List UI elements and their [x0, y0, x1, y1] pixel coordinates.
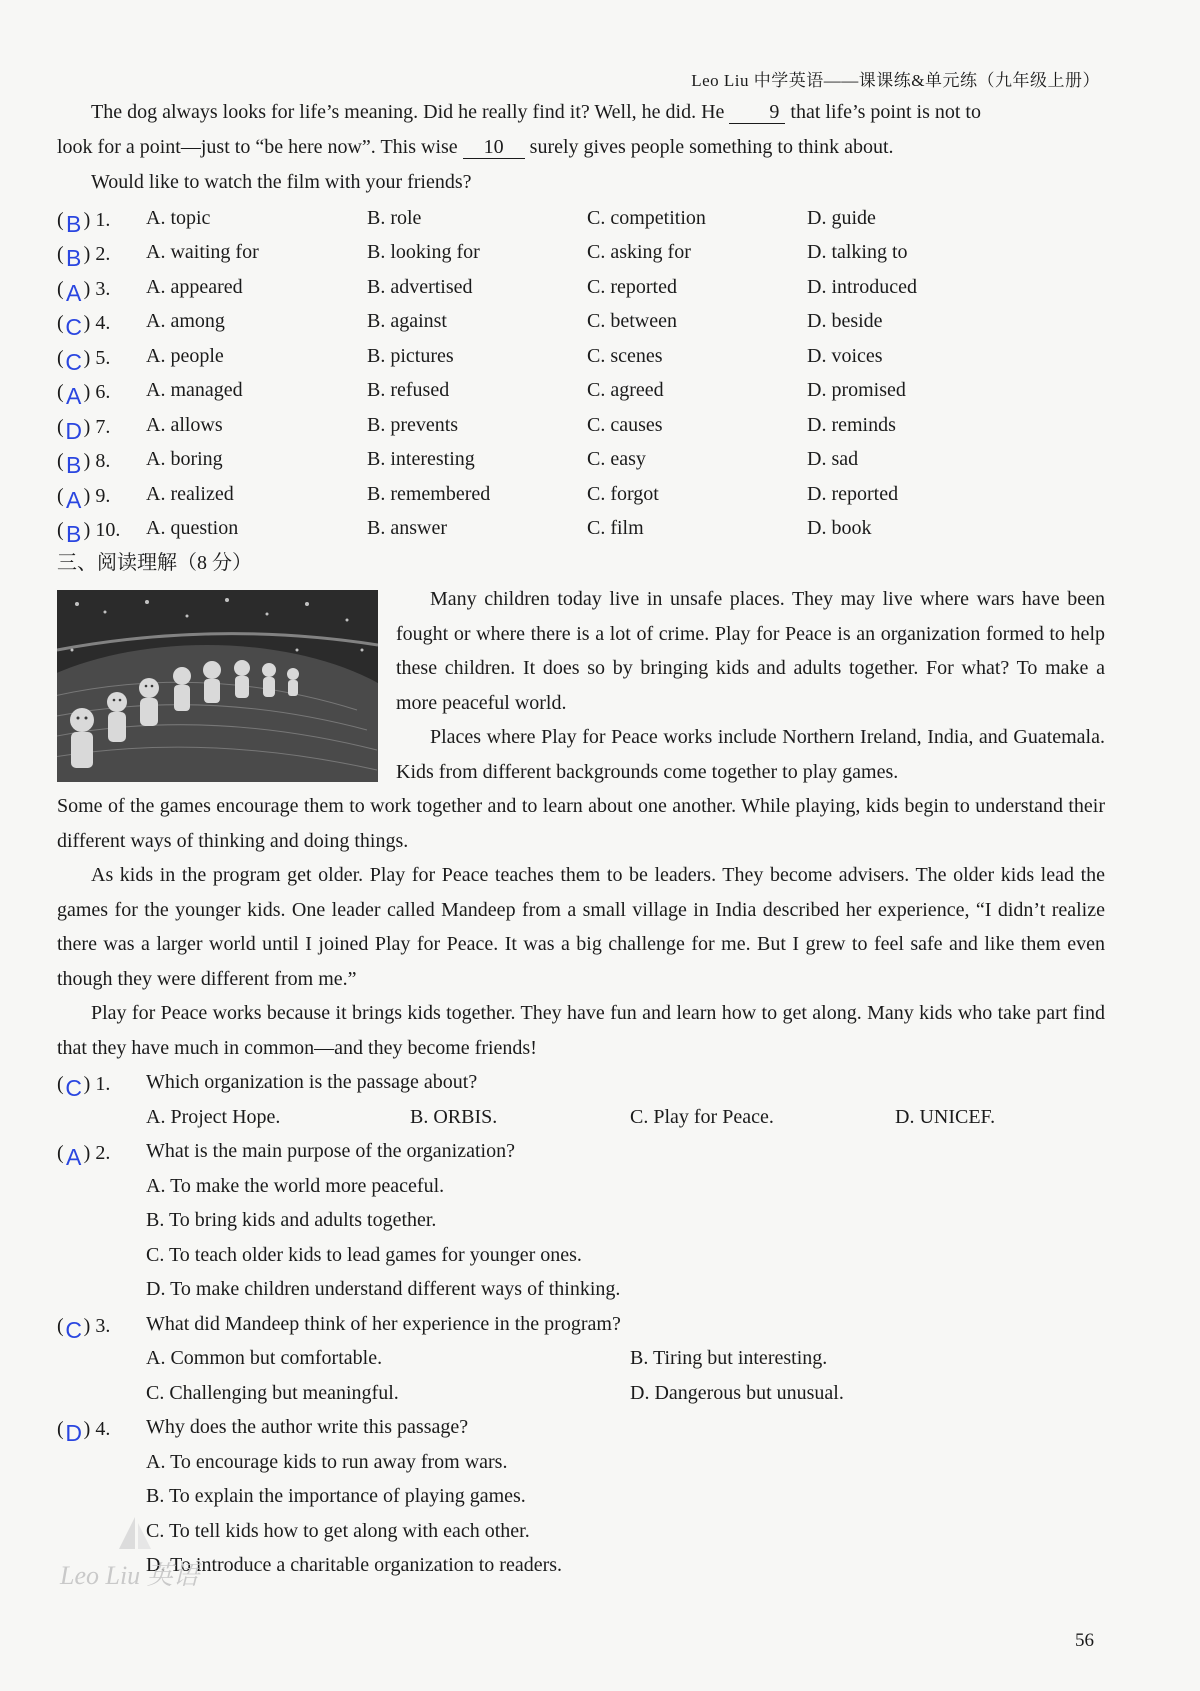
answer-mark: A	[66, 383, 82, 409]
option-d: D. talking to	[807, 241, 908, 263]
question-stem: Why does the author write this passage?	[146, 1416, 469, 1438]
option-c: C. competition	[587, 207, 706, 229]
question-number: 8.	[95, 450, 111, 472]
question-number: 3.	[95, 278, 111, 300]
option-b: B. ORBIS.	[410, 1106, 498, 1128]
answer-mark: A	[66, 1144, 82, 1170]
option-a: A. appeared	[146, 276, 243, 298]
answer-mark: C	[65, 1075, 82, 1101]
question-number: 7.	[95, 416, 111, 438]
option-b: B. remembered	[367, 483, 491, 505]
option-c: C. To tell kids how to get along with each other.	[146, 1520, 530, 1542]
option-d: D. UNICEF.	[895, 1106, 996, 1128]
option-b: B. Tiring but interesting.	[630, 1347, 828, 1369]
answer-mark: A	[66, 487, 82, 513]
answer-mark: B	[66, 452, 82, 478]
question-stem: Which organization is the passage about?	[146, 1071, 478, 1093]
option-a: A. waiting for	[146, 241, 259, 263]
option-b: B. looking for	[367, 241, 480, 263]
cloze-passage-ending	[57, 95, 1105, 130]
cloze-question: ( B ) 2. A. waiting for B. looking for C. asking for D. talking to	[57, 235, 143, 269]
book-header-title: Leo Liu 中学英语——课课练&单元练（九年级上册）	[691, 71, 1100, 90]
cloze-question: (C) 4. A. among B. against C. between D. beside	[57, 304, 143, 338]
option-d: D. beside	[807, 310, 883, 332]
option-d: D. voices	[807, 345, 883, 367]
option-c: C. scenes	[587, 345, 663, 367]
option-a: A. topic	[146, 207, 211, 229]
reading-question: (C) 1. Which organization is the passage about?	[57, 1065, 110, 1101]
option-b: B. pictures	[367, 345, 454, 367]
option-d: D. sad	[807, 448, 859, 470]
option-a: A. boring	[146, 448, 223, 470]
option-b: B. interesting	[367, 448, 475, 470]
option-c: C. causes	[587, 414, 663, 436]
option-d: D. reported	[807, 483, 899, 505]
option-d: D. book	[807, 517, 872, 539]
option-a: A. To encourage kids to run away from wars.	[146, 1451, 508, 1473]
cloze-text: that life’s point is not to	[790, 101, 981, 123]
cloze-text: look for a point—just to “be here now”. This wise	[57, 136, 458, 158]
cloze-question: (C) 5. A. people B. pictures C. scenes D. voices	[57, 339, 143, 373]
option-d: D. guide	[807, 207, 876, 229]
answer-mark: D	[65, 1420, 82, 1446]
option-c: C. Play for Peace.	[630, 1106, 774, 1128]
option-d: D. To make children understand different ways of thinking.	[146, 1278, 621, 1300]
option-b: B. refused	[367, 379, 450, 401]
answer-mark: B	[66, 245, 82, 271]
cloze-question: ( A ) 9. A. realized B. remembered C. forgot D. reported	[57, 477, 143, 511]
question-number: 5.	[95, 347, 111, 369]
cloze-question: ( A ) 6. A. managed B. refused C. agreed D. promised	[57, 373, 143, 407]
option-b: B. prevents	[367, 414, 459, 436]
option-a: A. question	[146, 517, 239, 539]
answer-mark: C	[65, 349, 82, 375]
answer-mark: D	[65, 418, 82, 444]
option-c: C. between	[587, 310, 677, 332]
question-number: 10.	[95, 519, 121, 541]
reading-question: ( A ) 2. What is the main purpose of the organization?	[57, 1134, 110, 1170]
reading-question: (D) 4. Why does the author write this passage?	[57, 1410, 110, 1446]
option-c: C. To teach older kids to lead games for younger ones.	[146, 1244, 582, 1266]
cloze-question: ( B ) 10. A. question B. answer C. film D. book	[57, 511, 143, 545]
option-d: D. introduced	[807, 276, 917, 298]
option-b: B. against	[367, 310, 447, 332]
publisher-watermark: Leo Liu 英语	[60, 1561, 199, 1590]
option-c: C. film	[587, 517, 644, 539]
children-globe-illustration	[57, 590, 378, 782]
passage-paragraph-4: Play for Peace works because it brings kids together. They have fun and learn how to get along. Many kids who take part find that they have much in common—and they become friends!	[57, 1002, 1105, 1059]
cloze-passage-line3: Would like to watch the film with your friends?	[91, 171, 472, 193]
question-number: 3.	[95, 1315, 111, 1337]
option-a: A. allows	[146, 414, 223, 436]
question-number: 1.	[95, 1073, 111, 1095]
option-a: A. people	[146, 345, 224, 367]
option-b: B. answer	[367, 517, 447, 539]
option-b: B. advertised	[367, 276, 473, 298]
question-number: 1.	[95, 209, 111, 231]
option-c: C. easy	[587, 448, 646, 470]
option-a: A. To make the world more peaceful.	[146, 1175, 445, 1197]
sail-logo-icon	[115, 1515, 155, 1555]
cloze-text: surely gives people something to think about.	[529, 136, 894, 158]
option-d: D. Dangerous but unusual.	[630, 1382, 844, 1404]
reading-question: (C) 3. What did Mandeep think of her experience in the program?	[57, 1307, 110, 1343]
option-a: A. Common but comfortable.	[146, 1347, 383, 1369]
option-a: A. managed	[146, 379, 243, 401]
question-stem: What did Mandeep think of her experience in the program?	[146, 1313, 621, 1335]
passage-paragraph-2-top: Places where Play for Peace works include Northern Ireland, India, and Guatemala. Kids from different backgrounds come together to play games.	[396, 726, 1105, 783]
answer-mark: C	[65, 314, 82, 340]
option-a: A. among	[146, 310, 225, 332]
option-b: B. role	[367, 207, 422, 229]
option-c: C. Challenging but meaningful.	[146, 1382, 399, 1404]
option-c: C. forgot	[587, 483, 659, 505]
answer-mark: B	[66, 521, 82, 547]
option-a: A. Project Hope.	[146, 1106, 281, 1128]
cloze-passage-line2	[57, 130, 1105, 165]
option-b: B. To explain the importance of playing games.	[146, 1485, 526, 1507]
answer-mark: A	[66, 280, 82, 306]
option-c: C. agreed	[587, 379, 664, 401]
blank-10: 10	[463, 136, 525, 159]
option-d: D. To introduce a charitable organization to readers.	[146, 1554, 563, 1576]
question-number: 2.	[95, 1142, 111, 1164]
question-number: 4.	[95, 1418, 111, 1440]
page-number: 56	[1075, 1630, 1094, 1651]
passage-paragraph-2-rest: Some of the games encourage them to work together and to learn about one another. While playing, kids begin to understand their different ways of thinking and doing things.	[57, 795, 1105, 852]
cloze-text: The dog always looks for life’s meaning. Did he really find it? Well, he did. He	[91, 101, 725, 123]
question-number: 6.	[95, 381, 111, 403]
cloze-question: ( B ) 8. A. boring B. interesting C. easy D. sad	[57, 442, 143, 476]
question-stem: What is the main purpose of the organization?	[146, 1140, 515, 1162]
passage-paragraph-1: Many children today live in unsafe places. They may live where wars have been fought or where there is a lot of crime. Play for Peace is an organization formed to help these children. It does so by bringing kids and adults together. For what? To make a more peaceful world.	[396, 588, 1105, 714]
question-number: 4.	[95, 312, 111, 334]
option-d: D. reminds	[807, 414, 896, 436]
illustration-image	[57, 590, 378, 782]
cloze-question: ( A ) 3. A. appeared B. advertised C. reported D. introduced	[57, 270, 143, 304]
section-title: 三、阅读理解（8 分）	[57, 552, 252, 574]
option-a: A. realized	[146, 483, 234, 505]
answer-mark: B	[66, 211, 82, 237]
cloze-question: ( B ) 1. A. topic B. role C. competition D. guide	[57, 201, 143, 235]
passage-paragraph-3: As kids in the program get older. Play for Peace teaches them to be leaders. They become advisers. The older kids lead the games for the younger kids. One leader called Mandeep from a small village in India described her experience, “I didn’t realize there was a larger world until I joined Play for Peace. It was a big challenge for me. But I grew to feel safe and like them even though they were different from me.”	[57, 864, 1105, 990]
answer-mark: C	[65, 1317, 82, 1343]
option-b: B. To bring kids and adults together.	[146, 1209, 437, 1231]
question-number: 2.	[95, 243, 111, 265]
blank-9: 9	[729, 101, 785, 124]
cloze-question: (D) 7. A. allows B. prevents C. causes D. reminds	[57, 408, 143, 442]
question-number: 9.	[95, 485, 111, 507]
option-c: C. reported	[587, 276, 677, 298]
option-d: D. promised	[807, 379, 906, 401]
option-c: C. asking for	[587, 241, 691, 263]
